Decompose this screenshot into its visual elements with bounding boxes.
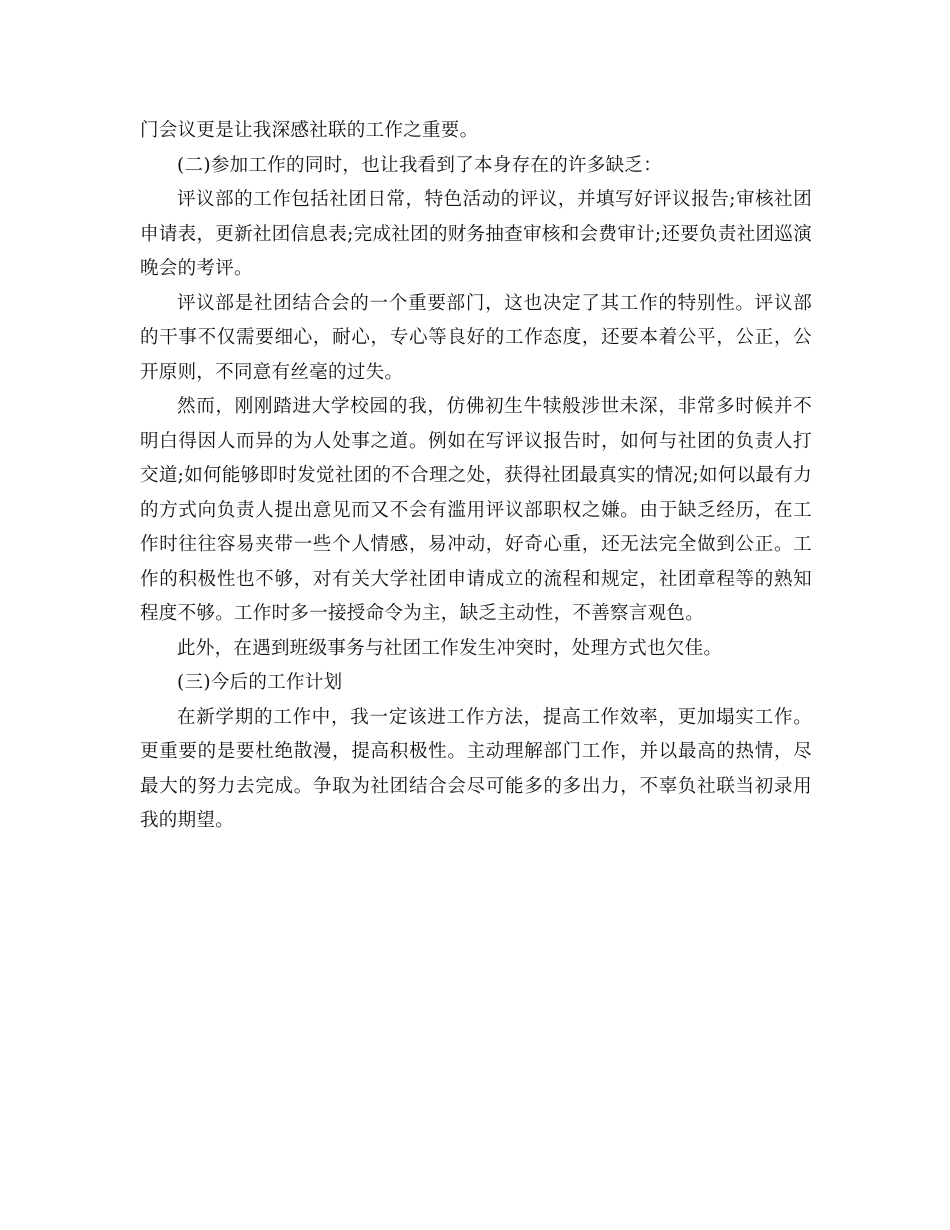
paragraph-future-plan: 在新学期的工作中，我一定该进工作方法，提高工作效率，更加塌实工作。更重要的是要杜绝散漫，提高积极性。主动理解部门工作，并以最高的热情，尽最大的努力去完成。争取为社团结合会尽可能多的多出力，不辜负社联当初录用我的期望。 (140, 706, 812, 831)
section-heading-shortcomings: (二)参加工作的同时，也让我看到了本身存在的许多缺乏： (177, 154, 663, 176)
document-body (140, 114, 812, 839)
paragraph-duties: 评议部的工作包括社团日常，特色活动的评议，并填写好评议报告;审核社团申请表，更新社团信息表;完成社团的财务抽查审核和会费审计;还要负责社团巡演晚会的考评。 (140, 189, 812, 279)
section-heading-future-plan: (三)今后的工作计划 (177, 672, 343, 693)
paragraph-conflict: 此外，在遇到班级事务与社团工作发生冲突时，处理方式也欠佳。 (177, 637, 723, 659)
paragraph-shortcomings-detail: 然而，刚刚踏进大学校园的我，仿佛初生牛犊般涉世未深，非常多时候并不明白得因人而异的为人处事之道。例如在写评议报告时，如何与社团的负责人打交道;如何能够即时发觉社团的不合理之处，获得社团最真实的情况;如何以最有力的方式向负责人提出意见而又不会有滥用评议部职权之嫌。由于缺乏经历，在工作时往往容易夹带一些个人情感，易冲动，好奇心重，还无法完全做到公正。工作的积极性也不够，对有关大学社团申请成立的流程和规定，社团章程等的熟知程度不够。工作时多一接授命令为主，缺乏主动性，不善察言观色。 (140, 396, 812, 624)
paragraph-continuation: 门会议更是让我深感社联的工作之重要。 (140, 120, 479, 141)
paragraph-department-importance: 评议部是社团结合会的一个重要部门，这也决定了其工作的特别性。评议部的干事不仅需要细心，耐心，专心等良好的工作态度，还要本着公平，公正，公开原则，不同意有丝毫的过失。 (140, 292, 812, 383)
